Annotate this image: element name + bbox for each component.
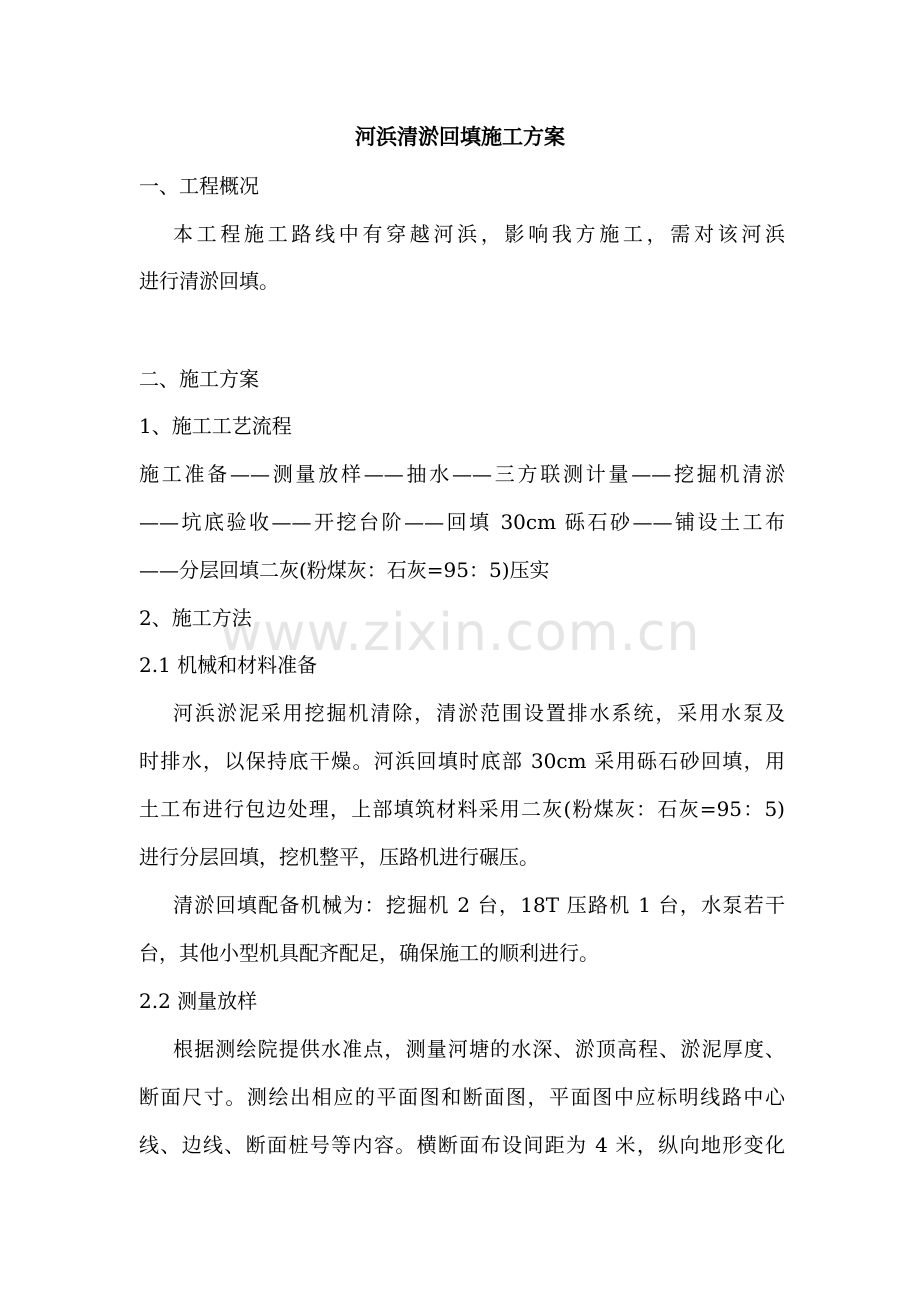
paragraph-line: 进行清淤回填。 [139, 269, 279, 293]
subheading-survey: 2.2 测量放样 [139, 989, 258, 1013]
paragraph-line: ——坑底验收——开挖台阶——回填 30cm 砾石砂——铺设土工布 [139, 510, 785, 534]
paragraph-line: 施工准备——测量放样——抽水——三方联测计量——挖掘机清淤 [139, 462, 785, 486]
paragraph-line: 土工布进行包边处理，上部填筑材料采用二灰(粉煤灰：石灰=95：5) [139, 797, 785, 821]
paragraph-line: 进行分层回填，挖机整平，压路机进行碾压。 [139, 845, 539, 869]
paragraph-line: 本工程施工路线中有穿越河浜，影响我方施工，需对该河浜 [173, 222, 785, 246]
watermark: www.zixin.com.cn [219, 603, 701, 663]
paragraph-line: 河浜淤泥采用挖掘机清除，清淤范围设置排水系统，采用水泵及 [173, 701, 785, 725]
paragraph-line: ——分层回填二灰(粉煤灰：石灰=95：5)压实 [139, 558, 550, 582]
paragraph-line: 清淤回填配备机械为：挖掘机 2 台，18T 压路机 1 台，水泵若干 [173, 893, 785, 917]
paragraph-line: 时排水，以保持底干燥。河浜回填时底部 30cm 采用砾石砂回填，用 [139, 749, 785, 773]
paragraph-line: 线、边线、断面桩号等内容。横断面布设间距为 4 米，纵向地形变化 [139, 1133, 785, 1157]
paragraph-line: 断面尺寸。测绘出相应的平面图和断面图，平面图中应标明线路中心 [139, 1085, 785, 1109]
paragraph-line: 根据测绘院提供水准点，测量河塘的水深、淤顶高程、淤泥厚度、 [173, 1037, 785, 1061]
paragraph-line: 台，其他小型机具配齐配足，确保施工的顺利进行。 [139, 941, 599, 965]
document-title: 河浜清淤回填施工方案 [355, 124, 565, 149]
subheading-equipment: 2.1 机械和材料准备 [139, 653, 318, 677]
subheading-methods: 2、施工方法 [139, 606, 252, 630]
section-heading-plan: 二、施工方案 [139, 367, 259, 391]
section-heading-overview: 一、工程概况 [139, 174, 259, 198]
subheading-process-flow: 1、施工工艺流程 [139, 414, 292, 438]
